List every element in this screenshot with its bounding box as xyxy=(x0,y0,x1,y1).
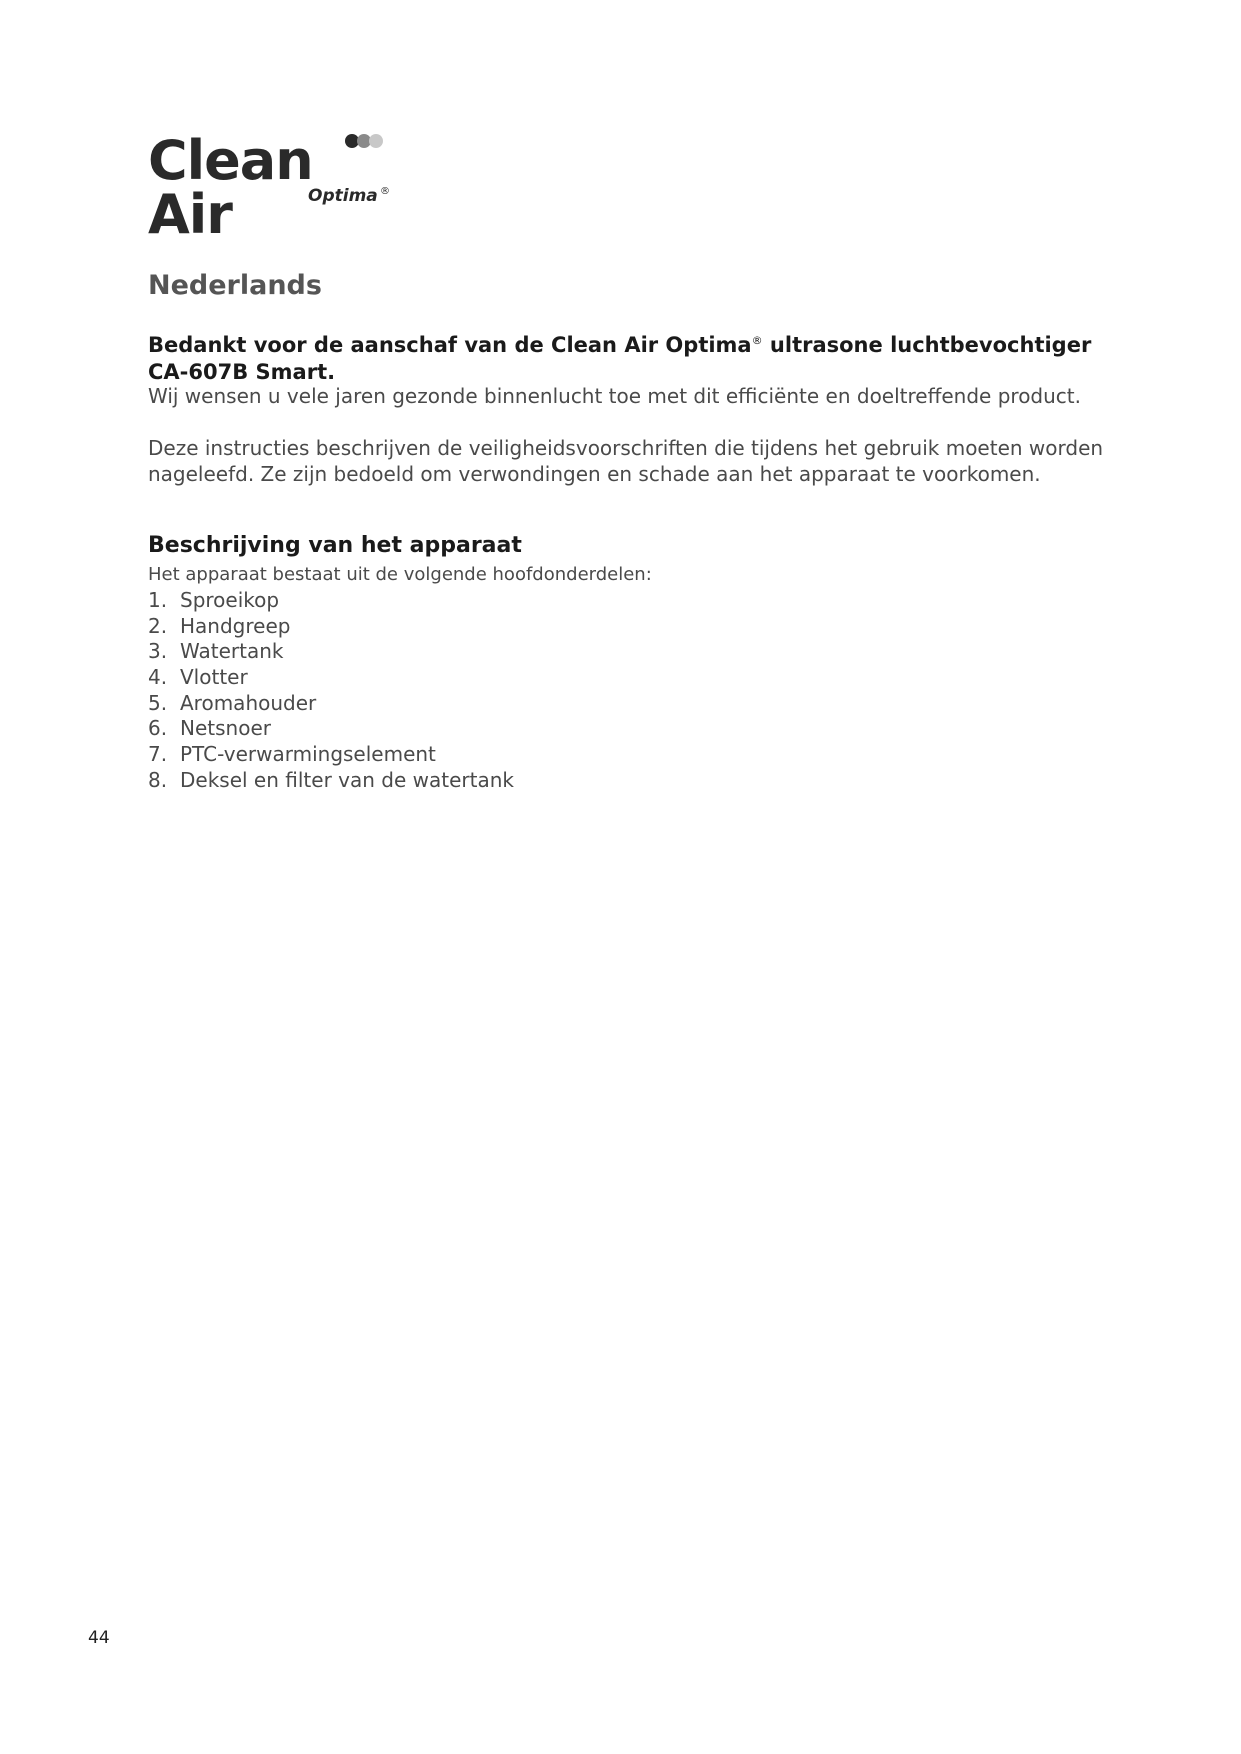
list-item-number: 6. xyxy=(148,716,168,741)
section-subheading: Het apparaat bestaat uit de volgende hoofdonderdelen: xyxy=(148,564,652,585)
list-item-number: 3. xyxy=(148,639,168,664)
list-item-label: Watertank xyxy=(180,639,284,664)
list-item-label: Vlotter xyxy=(180,665,248,690)
intro-paragraph-2: Deze instructies beschrijven de veiligheidsvoorschriften die tijdens het gebruik moeten worden nageleefd. Ze zijn bedoeld om verwondingen en schade aan het apparaat te voorkomen. xyxy=(148,436,1104,486)
parts-list xyxy=(148,588,514,794)
intro-heading xyxy=(148,327,1108,386)
list-item-number: 4. xyxy=(148,665,168,690)
list-item xyxy=(148,768,514,794)
list-item xyxy=(148,691,514,717)
logo-dots-icon xyxy=(344,132,396,150)
list-item-number: 5. xyxy=(148,690,168,715)
list-item-label: Handgreep xyxy=(180,613,291,638)
list-item xyxy=(148,742,514,768)
intro-paragraph-1: Wij wensen u vele jaren gezonde binnenlucht toe met dit efficiënte en doeltreffende product. xyxy=(148,384,1081,408)
list-item-label: PTC-verwarmingselement xyxy=(180,742,436,767)
brand-logo xyxy=(148,128,408,246)
list-item xyxy=(148,665,514,691)
logo-wordmark: Clean Air xyxy=(148,129,313,246)
logo-registered-mark: ® xyxy=(380,186,390,197)
list-item xyxy=(148,588,514,614)
language-title: Nederlands xyxy=(148,270,322,301)
list-item-number: 7. xyxy=(148,742,168,767)
list-item-label: Aromahouder xyxy=(180,690,317,715)
logo-subtitle: Optima xyxy=(308,186,378,206)
section-heading: Beschrijving van het apparaat xyxy=(148,533,522,558)
intro-heading-text: Bedankt voor de aanschaf van de Clean Air Optima xyxy=(148,333,752,357)
list-item-label: Netsnoer xyxy=(180,716,271,741)
list-item-number: 8. xyxy=(148,767,168,792)
intro-heading-text-end: ultrasone luchtbevochtiger CA-607B Smart. xyxy=(148,333,1092,384)
list-item xyxy=(148,716,514,742)
list-item xyxy=(148,639,514,665)
list-item-label: Deksel en filter van de watertank xyxy=(180,767,514,792)
list-item-label: Sproeikop xyxy=(180,588,280,612)
list-item-number: 2. xyxy=(148,613,168,638)
page-number: 44 xyxy=(88,1628,110,1648)
list-item-number: 1. xyxy=(148,588,168,612)
intro-heading-registered: ® xyxy=(751,334,763,347)
list-item xyxy=(148,614,514,640)
